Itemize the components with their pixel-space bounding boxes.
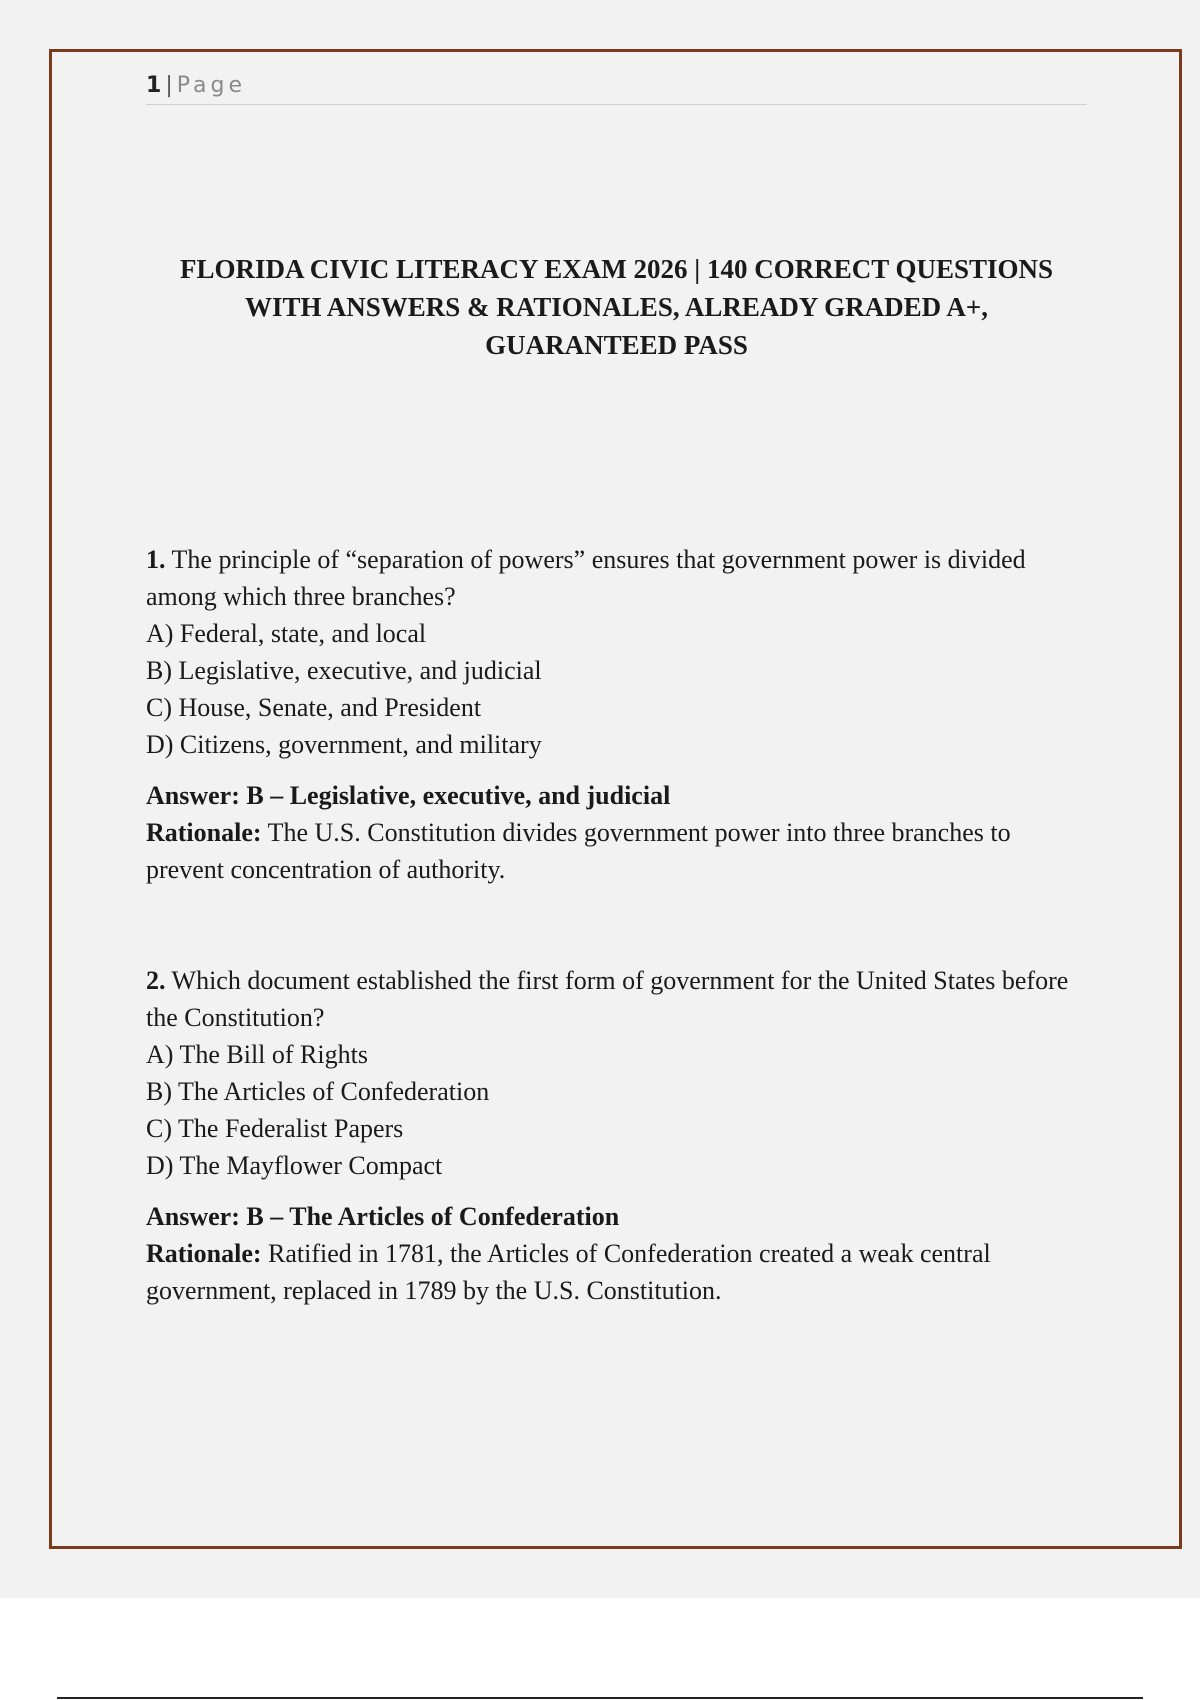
page-label: Page [176,73,246,98]
question-text [146,541,1086,615]
answer-line: Answer: B – Legislative, executive, and judicial [146,781,671,810]
rationale-text: The U.S. Constitution divides government power into three branches to prevent concentration of authority. [146,818,1011,884]
option-a: A) The Bill of Rights [146,1040,368,1069]
rationale-text: Ratified in 1781, the Articles of Confederation created a weak central government, replaced in 1789 by the U.S. Constitution. [146,1239,991,1305]
document-title [146,250,1087,364]
page-number: 1 [146,73,162,98]
question-number: 2. [146,966,166,995]
page-header [146,72,1087,105]
question-prompt: Which document established the first form of government for the United States before the Constitution? [146,966,1069,1032]
option-d: D) Citizens, government, and military [146,730,542,759]
question-number: 1. [146,545,166,574]
rationale-label: Rationale: [146,1239,262,1268]
option-b: B) Legislative, executive, and judicial [146,656,542,685]
option-a: A) Federal, state, and local [146,619,427,648]
answer-options [146,615,1086,763]
title-line-2: WITH ANSWERS & RATIONALES, ALREADY GRADED A+, [244,292,988,322]
rationale [146,1235,1086,1309]
question-2 [146,962,1086,1309]
rationale [146,814,1086,888]
page-separator: | [165,73,173,98]
question-text [146,962,1086,1036]
title-line-1: FLORIDA CIVIC LITERACY EXAM 2026 | 140 CORRECT QUESTIONS [179,254,1054,284]
rationale-label: Rationale: [146,818,262,847]
question-1 [146,541,1086,888]
option-d: D) The Mayflower Compact [146,1151,443,1180]
option-c: C) House, Senate, and President [146,693,482,722]
answer-line: Answer: B – The Articles of Confederation [146,1202,620,1231]
answer-options [146,1036,1086,1184]
title-line-3: GUARANTEED PASS [485,330,748,360]
question-prompt: The principle of “separation of powers” ensures that government power is divided among which three branches? [146,545,1026,611]
option-c: C) The Federalist Papers [146,1114,404,1143]
next-page-divider [57,1697,1143,1699]
option-b: B) The Articles of Confederation [146,1077,490,1106]
